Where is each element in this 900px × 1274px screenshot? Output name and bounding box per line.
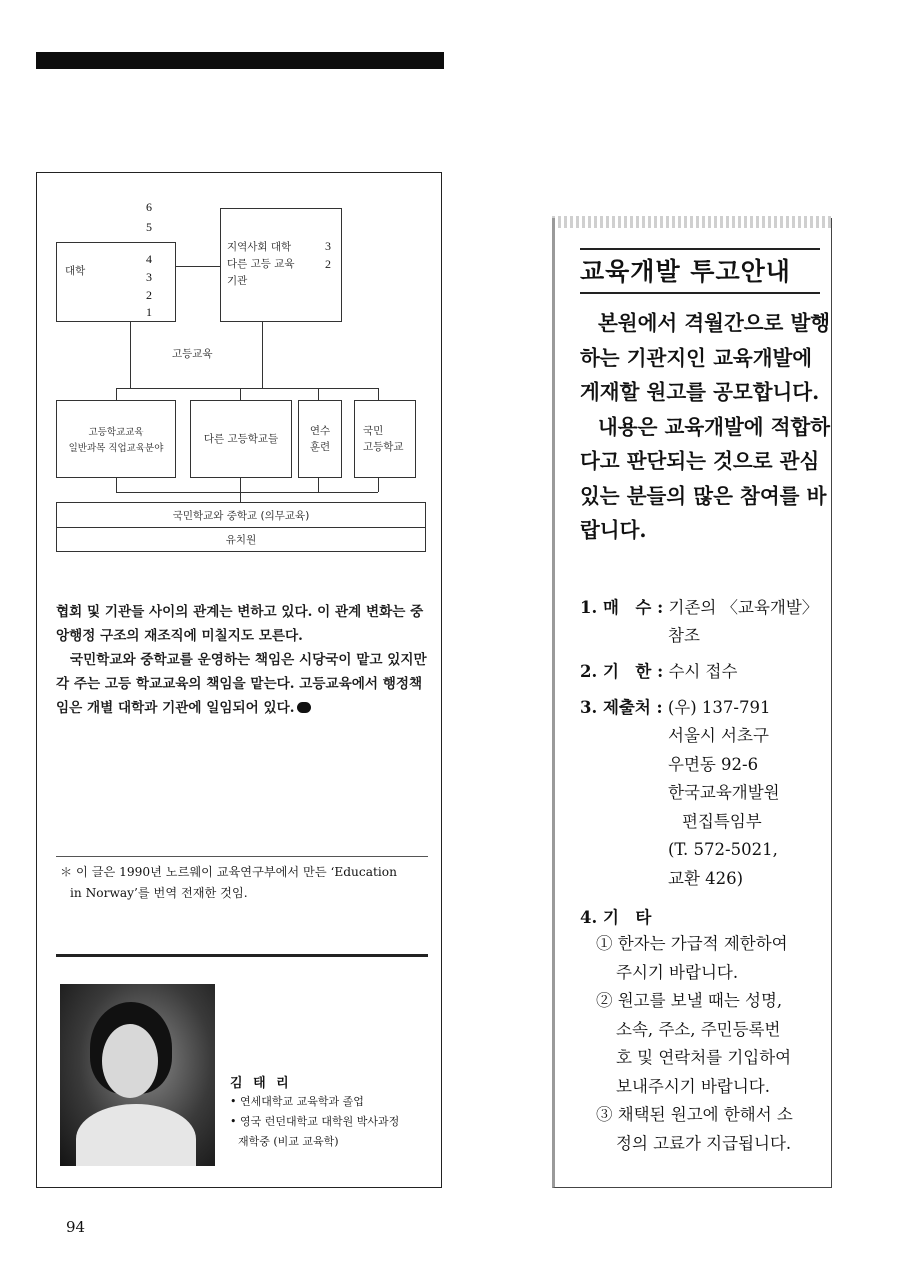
notice-intro-1: 본원에서 격월간으로 발행하는 기관지인 교육개발에 게재할 원고를 공모합니다. <box>580 311 831 404</box>
connector <box>130 322 131 388</box>
connector <box>116 388 378 389</box>
paragraph-2: 국민학교와 중학교를 운영하는 책임은 시당국이 맡고 있지만 각 주는 고등 학교교육의 책임을 맡는다. 고등교육에서 행정책임은 개별 대학과 기관에 일임되어 있다. <box>56 652 427 716</box>
training-box <box>298 400 342 478</box>
etc-2-line-4: 보내주시기 바랍니다. <box>616 1076 770 1096</box>
item-etc-key: 4. 기 타 <box>580 908 652 927</box>
grade-4: 4 <box>146 252 152 266</box>
article-body <box>56 600 428 720</box>
connector <box>240 492 241 502</box>
etc-1-line-1: ① 한자는 가급적 제한하여 <box>596 934 788 953</box>
connector <box>116 492 378 493</box>
national-high-line-2: 고등학교 <box>363 441 404 453</box>
end-mark-icon <box>297 702 311 713</box>
item-copies-value: 기존의 〈교육개발〉 <box>668 598 819 617</box>
title-rule-top <box>580 248 820 250</box>
connector <box>176 266 220 267</box>
secondary-line-1: 고등학교교육 <box>88 427 144 438</box>
etc-2-line-1: ② 원고를 보낼 때는 성명, <box>596 991 783 1010</box>
address-block <box>668 722 780 893</box>
etc-3-line-1: ③ 채택된 원고에 한해서 소 <box>596 1105 793 1124</box>
address-line-2: 우면동 92-6 <box>668 754 759 774</box>
grade-2: 2 <box>146 288 152 302</box>
connector <box>240 388 241 400</box>
item-submit <box>580 694 771 722</box>
etc-1-line-2: 주시기 바랍니다. <box>616 962 739 982</box>
author-bio-2: • 영국 런던대학교 대학원 박사과정 <box>230 1115 400 1128</box>
address-line-4: 편집특임부 <box>682 811 762 831</box>
kindergarten-label: 유치원 <box>225 534 257 546</box>
connector <box>240 478 241 492</box>
item-copies-key: 1. 매 수 : <box>580 598 664 617</box>
footnote-line-1: ＊ 이 글은 1990년 노르웨이 교육연구부에서 만든 ‘Education <box>60 865 397 879</box>
training-line-1: 연수 <box>309 425 331 437</box>
national-high-line-1: 국민 <box>363 425 384 437</box>
connector <box>378 478 379 492</box>
item-deadline-key: 2. 기 한 : <box>580 662 664 681</box>
etc-list <box>596 930 793 1158</box>
item-submit-value: (우) 137-791 <box>667 698 771 717</box>
grade-6: 6 <box>146 200 152 214</box>
item-etc <box>580 904 651 932</box>
grade-5: 5 <box>146 220 152 234</box>
cc-grade-2: 2 <box>325 257 331 271</box>
footnote <box>60 862 428 904</box>
item-copies <box>580 594 818 622</box>
cc-line-2: 다른 고등 교육 <box>227 258 295 270</box>
author-name: 김 태 리 <box>230 1076 292 1091</box>
address-line-1: 서울시 서초구 <box>668 726 769 745</box>
address-line-5: (T. 572-5021, <box>668 840 778 859</box>
cc-grade-3: 3 <box>325 239 331 253</box>
connector <box>116 388 117 400</box>
address-line-3: 한국교육개발원 <box>668 783 780 802</box>
item-submit-key: 3. 제출처 : <box>580 698 663 717</box>
title-rule-bottom <box>580 292 820 294</box>
grade-3: 3 <box>146 270 152 284</box>
training-line-2: 훈련 <box>309 441 331 453</box>
item-deadline-value: 수시 접수 <box>668 662 738 681</box>
secondary-line-2: 일반과목 직업교육분야 <box>68 443 164 454</box>
compulsory-box <box>56 502 426 528</box>
national-high-box <box>354 400 416 478</box>
connector <box>378 388 379 400</box>
secondary-general-box <box>56 400 176 478</box>
higher-education-label: 고등교육 <box>172 348 213 360</box>
etc-2-line-2: 소속, 주소, 주민등록번 <box>616 1019 781 1039</box>
other-high-schools-label: 다른 고등학교들 <box>203 433 279 445</box>
connector <box>116 478 117 492</box>
author-bio-3: 재학중 (비교 교육학) <box>238 1135 339 1148</box>
author-bio-1: • 연세대학교 교육학과 졸업 <box>230 1095 364 1108</box>
community-college-box <box>220 208 342 322</box>
university-box <box>56 242 176 322</box>
etc-2-line-3: 호 및 연락처를 기입하여 <box>616 1048 792 1067</box>
item-copies-cont: 참조 <box>668 626 700 645</box>
notice-intro <box>580 306 832 548</box>
author-bio <box>230 1092 430 1152</box>
paragraph-1: 협회 및 기관들 사이의 관계는 변하고 있다. 이 관계 변화는 중앙행정 구조의 재조직에 미칠지도 모른다. <box>56 604 424 644</box>
item-deadline <box>580 658 737 686</box>
notice-title: 교육개발 투고안내 <box>580 257 791 286</box>
footnote-line-2: in Norway’를 번역 전재한 것임. <box>70 886 248 900</box>
notice-intro-2: 내용은 교육개발에 적합하다고 판단되는 것으로 관심있는 분들의 많은 참여를 바랍니다. <box>580 414 831 542</box>
author-photo <box>60 984 215 1166</box>
other-high-schools-box <box>190 400 292 478</box>
cc-line-3: 기관 <box>227 275 248 287</box>
author-rule <box>56 954 428 957</box>
footnote-rule <box>56 856 428 857</box>
connector <box>318 478 319 492</box>
grade-1: 1 <box>146 305 152 319</box>
compulsory-label: 국민학교와 중학교 (의무교육) <box>172 510 310 522</box>
cc-line-1: 지역사회 대학 <box>227 241 292 253</box>
connector <box>262 322 263 388</box>
etc-3-line-2: 정의 고료가 지급됩니다. <box>616 1133 792 1153</box>
address-line-6: 교환 426) <box>668 868 744 888</box>
connector <box>318 388 319 400</box>
page-number: 94 <box>66 1218 86 1236</box>
university-label: 대학 <box>65 265 86 277</box>
kindergarten-box <box>56 527 426 552</box>
